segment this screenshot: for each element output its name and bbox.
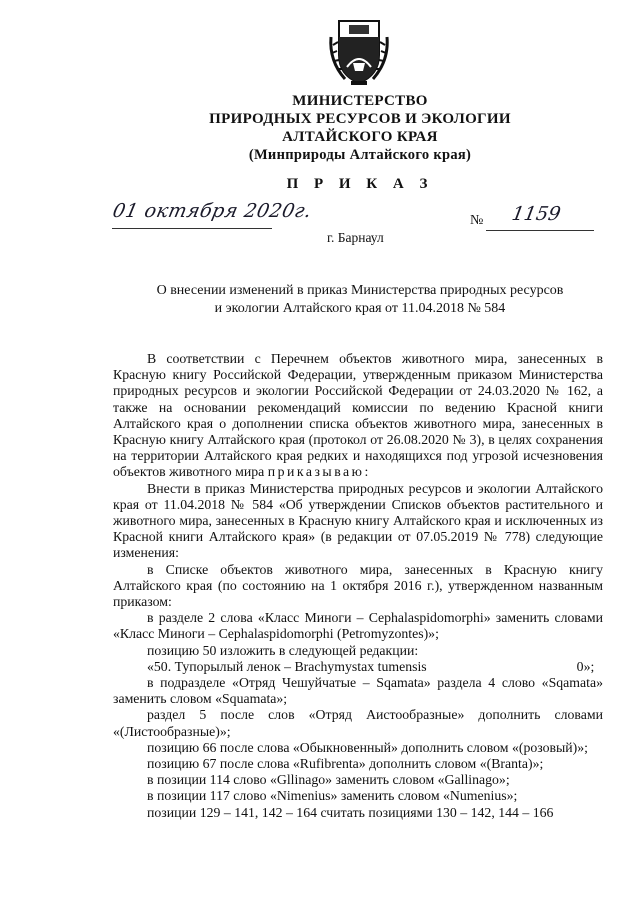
document-type: П Р И К А З	[286, 176, 434, 192]
paragraph-renumber: позиции 129 – 141, 142 – 164 считать позициями 130 – 142, 144 – 166	[147, 804, 554, 820]
paragraph-position114: в позиции 114 слово «Gllinago» заменить словом «Gallinago»;	[147, 772, 510, 788]
number-underline	[486, 230, 594, 231]
position50-entry: «50. Тупорылый ленок – Brachymystax tumensis	[147, 658, 427, 674]
preamble-text: В соответствии с Перечнем объектов животного мира, занесенных в Красную книгу Российской Федерации, утвержденным приказом Министерства природных ресурсов и экологии Российской Федерации от 24.03.2020 № 162, а также на основании рекомендаций комиссии по ведению Красной книги Алтайского края о дополнении списка объектов животного мира, занесенных в Красную книгу Алтайского края (протокол от 26.08.2020 № 3), в целях сохранения на территории Алтайского края редких и находящихся под угрозой исчезновения объектов животного мира	[113, 351, 603, 480]
paragraph-list-intro: в Списке объектов животного мира, занесенных в Красную книгу Алтайского края (по состоянию на 1 октября 2016 г.), утвержденном названным приказом:	[113, 561, 603, 610]
ministry-title-line1: МИНИСТЕРСТВО	[292, 93, 428, 109]
paragraph-squamata: в подразделе «Отряд Чешуйчатые – Sqamata» раздела 4 слово «Sqamata» заменить словом «Squamata»;	[113, 675, 603, 707]
order-keyword: приказываю:	[267, 464, 371, 480]
handwritten-number: 1159	[510, 203, 563, 225]
date-underline	[112, 228, 272, 229]
number-sign: №	[470, 213, 484, 228]
ministry-title-line3: АЛТАЙСКОГО КРАЯ	[282, 129, 438, 145]
paragraph-preamble	[113, 351, 603, 481]
city-name: г. Барнаул	[327, 230, 384, 245]
paragraph-position66: позицию 66 после слова «Обыкновенный» дополнить словом «(розовый)»;	[147, 739, 589, 755]
paragraph-position67: позицию 67 после слова «Rufibrenta» дополнить словом «(Branta)»;	[147, 756, 544, 772]
paragraph-position50-text	[113, 659, 603, 675]
subject-line2: и экологии Алтайского края от 11.04.2018 № 584	[214, 301, 506, 316]
paragraph-section5: раздел 5 после слов «Отряд Аистообразные» дополнить словами «(Листообразные)»;	[113, 707, 603, 739]
paragraph-section2: в разделе 2 слова «Класс Миноги – Cephalaspidomorphi» заменить словами «Класс Миноги – Cephalaspidomorphi (Petromyzontes)»;	[113, 610, 603, 642]
coat-of-arms-emblem	[327, 17, 391, 87]
paragraph-amend-order: Внести в приказ Министерства природных ресурсов и экологии Алтайского края от 11.04.2018 № 584 «Об утверждении Списков объектов растительного и животного мира, занесенных в Красную книгу Алтайского края и исключенных из Красной книги Алтайского края» (в редакции от 07.05.2019 № 778) следующие изменения:	[113, 480, 603, 561]
subject-line1: О внесении изменений в приказ Министерства природных ресурсов	[156, 283, 564, 298]
handwritten-date: 01 октября 2020г.	[110, 200, 314, 222]
ministry-title-line2: ПРИРОДНЫХ РЕСУРСОВ И ЭКОЛОГИИ	[209, 111, 511, 127]
position50-value: 0»;	[576, 658, 595, 674]
paragraph-position50: позицию 50 изложить в следующей редакции:	[147, 642, 419, 658]
paragraph-position117: в позиции 117 слово «Nimenius» заменить словом «Numenius»;	[147, 788, 518, 804]
document-body	[113, 351, 603, 821]
ministry-short-name: (Минприроды Алтайского края)	[248, 147, 472, 163]
